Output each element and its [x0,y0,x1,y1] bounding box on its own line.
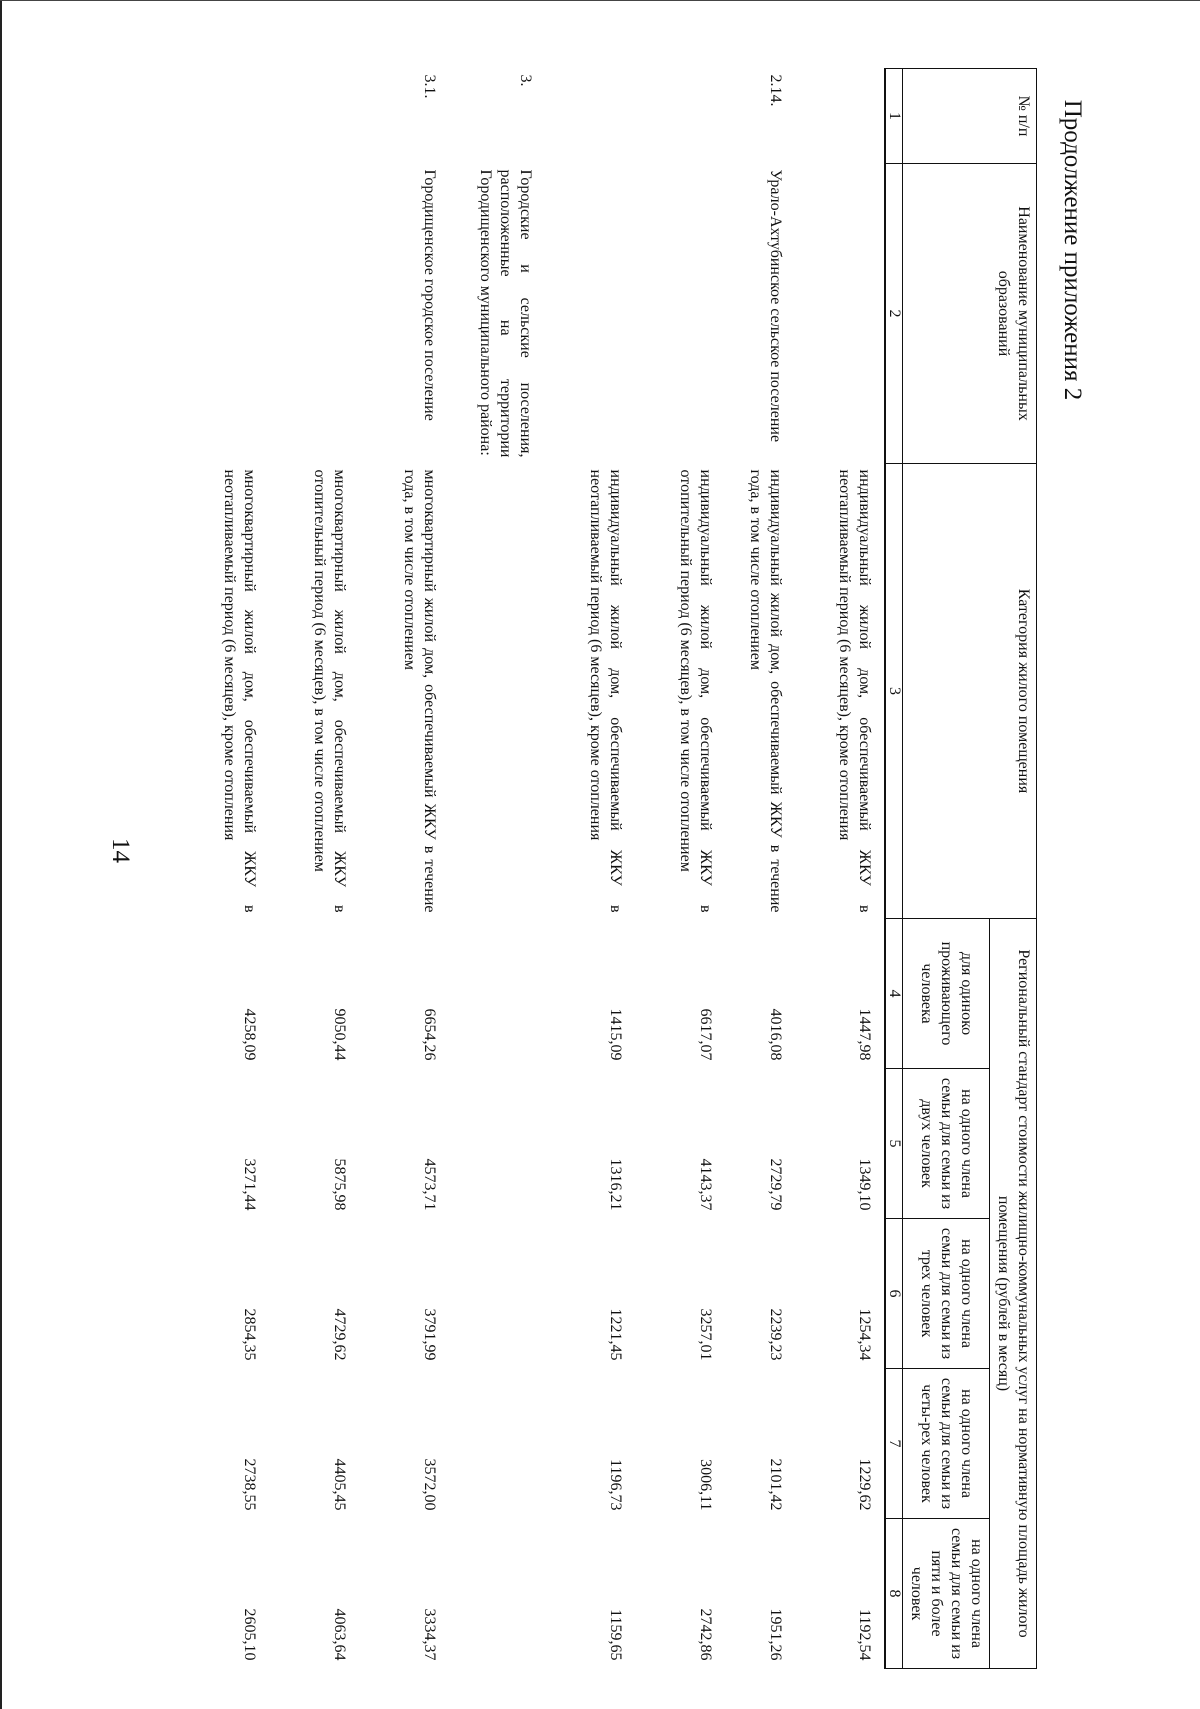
row-no [635,69,725,164]
row-no [179,69,269,164]
row-category: многоквартирный жилой дом, обеспечиваемый ЖКУ в неотапливаемый период (6 месяцев), кроме отопления [221,469,258,913]
row-category: индивидуальный жилой дом, обеспечиваемый ЖКУ в неотапливаемый период (6 месяцев), кроме отопления [587,469,624,913]
row-value-4: 9050,44 [331,1008,348,1061]
row-value-7 [449,1369,545,1519]
row-value-5: 1349,10 [856,1158,873,1211]
row-value-7: 1229,62 [856,1458,873,1511]
row-no: 3.1. [421,74,438,99]
appendix-title: Продолжение приложения 2 [1059,99,1086,401]
row-value-5: 4573,71 [421,1158,438,1211]
header-col7: на одного члена семьи для семьи из четы-рех человек [903,1369,990,1519]
row-category: индивидуальный жилой дом, обеспечиваемый ЖКУ в неотапливаемый период (6 месяцев), кроме отопления [836,469,873,913]
row-no [269,69,359,164]
row-value-8 [449,1519,545,1669]
table-row [795,69,885,1669]
row-name [269,164,359,464]
row-value-4: 1415,09 [607,1008,624,1061]
row-value-5: 2729,79 [767,1158,784,1211]
header-group: Региональный стандарт стоимости жилищно-коммунальных услуг на нормативную площадь жилого помещения (рублей в месяц) [990,919,1037,1669]
row-name: Урало-Ахтубинское сельское поселение [767,169,784,443]
row-value-7: 2101,42 [767,1458,784,1511]
row-name [795,164,885,464]
row-category: многоквартирный жилой дом, обеспечиваемый ЖКУ в отопительный период (6 месяцев), в том числе отоплением [311,469,348,913]
row-value-8: 1159,65 [607,1609,624,1661]
rotated-table-container [7,68,1037,1668]
header-col4: для одиноко проживающего человека [903,919,990,1069]
header-no: № п/п [903,69,1037,164]
row-name: Городищенское городское поселение [421,169,438,421]
header-col6: на одного члена семьи для семьи из трех человек [903,1219,990,1369]
row-value-8: 4063,64 [331,1608,348,1661]
table-row [179,69,269,1669]
column-number: 3 [885,464,903,919]
row-no: 3. [517,74,534,87]
row-no [545,69,635,164]
row-name [635,164,725,464]
row-value-7: 4405,45 [331,1458,348,1511]
row-value-7: 3006,11 [697,1459,714,1511]
row-value-8: 3334,37 [421,1608,438,1661]
row-value-4: 6617,07 [697,1008,714,1061]
column-number-row [885,69,903,1669]
row-value-5: 4143,37 [697,1158,714,1211]
row-value-6: 3791,99 [421,1308,438,1361]
column-number: 1 [885,69,903,164]
row-value-6: 1254,34 [856,1308,873,1361]
column-number: 4 [885,919,903,1069]
column-number: 8 [885,1519,903,1669]
row-value-8: 1951,26 [767,1608,784,1661]
column-number: 6 [885,1219,903,1369]
table-row [725,69,795,1669]
row-value-6: 2239,23 [767,1308,784,1361]
row-no: 2.14. [767,74,784,107]
row-value-5 [449,1069,545,1219]
column-number: 7 [885,1369,903,1519]
row-value-5: 1316,21 [607,1158,624,1211]
header-category: Категория жилого помещения [903,464,1037,919]
row-value-6: 1221,45 [607,1308,624,1361]
row-name [545,164,635,464]
row-value-4: 6654,26 [421,1008,438,1061]
header-col8: на одного члена семьи для семьи из пяти и более человек [903,1519,990,1669]
row-value-6 [449,1219,545,1369]
row-value-7: 2738,55 [241,1458,258,1511]
row-value-8: 2742,86 [697,1608,714,1661]
row-name: Городские и сельские поселения, расположенные на территории Городищенского муниципального района: [477,169,534,458]
row-value-8: 2605,10 [241,1608,258,1661]
row-value-8: 1192,54 [856,1609,873,1661]
row-value-5: 3271,44 [241,1158,258,1211]
row-value-6: 2854,35 [241,1308,258,1361]
header-name: Наименование муниципальных образований [903,164,1037,464]
page-number: 14 [107,838,134,863]
row-value-4 [449,919,545,1069]
table-row [359,69,449,1669]
column-number: 2 [885,164,903,464]
row-category: многоквартирный жилой дом, обеспечиваемый ЖКУ в течение года, в том числе отоплением [401,469,438,913]
column-number: 5 [885,1069,903,1219]
header-row-1 [990,69,1037,1669]
row-category: индивидуальный жилой дом, обеспечиваемый ЖКУ в отопительный период (6 месяцев), в том числе отоплением [677,469,714,913]
housing-standard-table [179,68,1037,1669]
row-value-7: 1196,73 [607,1459,624,1511]
row-value-4: 4016,08 [767,1008,784,1061]
table-row [635,69,725,1669]
table-row [449,69,545,1669]
table-row [269,69,359,1669]
row-no [795,69,885,164]
row-value-5: 5875,98 [331,1158,348,1211]
row-value-6: 4729,62 [331,1308,348,1361]
row-value-6: 3257,01 [697,1308,714,1361]
header-col5: на одного члена семьи для семьи из двух человек [903,1069,990,1219]
row-name [179,164,269,464]
row-value-4: 1447,98 [856,1008,873,1061]
page-edge-top [0,0,1200,1]
row-category: индивидуальный жилой дом, обеспечиваемый ЖКУ в течение года, в том числе отоплением [747,469,784,913]
row-value-7: 3572,00 [421,1458,438,1511]
page-edge-left [0,0,2,1709]
row-category [449,464,545,919]
table-row [545,69,635,1669]
row-value-4: 4258,09 [241,1008,258,1061]
